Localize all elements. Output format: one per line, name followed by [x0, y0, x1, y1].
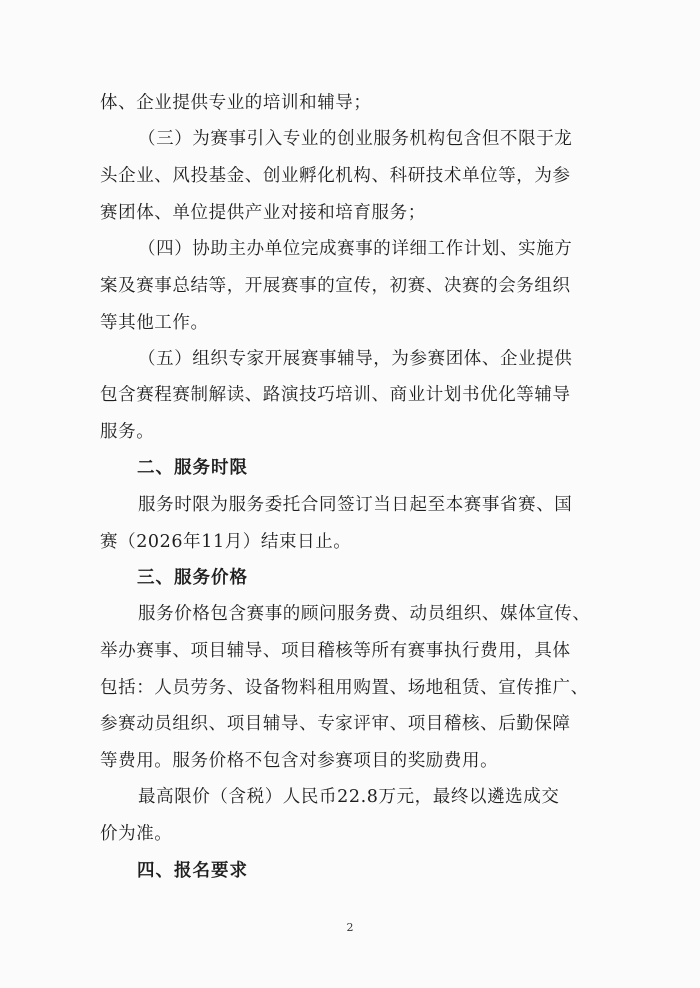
text-line: 服务时限为服务委托合同签订当日起至本赛事省赛、国 — [138, 495, 573, 515]
text-line: （四）协助主办单位完成赛事的详细工作计划、实施方 — [138, 239, 573, 259]
section-heading: 三、服务价格 — [137, 568, 248, 588]
text-line: 最高限价（含税）人民币22.8万元，最终以遴选成交 — [138, 787, 560, 807]
text-line: 等其他工作。 — [100, 313, 209, 333]
text-line: 体、企业提供专业的培训和辅导； — [100, 93, 372, 113]
text-line: 举办赛事、项目辅导、项目稽核等所有赛事执行费用，具体 — [100, 641, 571, 661]
text-line: 等费用。服务价格不包含对参赛项目的奖励费用。 — [100, 751, 499, 771]
text-line: （五）组织专家开展赛事辅导，为参赛团体、企业提供 — [138, 349, 573, 369]
section-heading: 四、报名要求 — [137, 861, 248, 881]
page-number: 2 — [346, 921, 354, 934]
text-line: 案及赛事总结等，开展赛事的宣传，初赛、决赛的会务组织 — [100, 276, 571, 296]
text-line: （三）为赛事引入专业的创业服务机构包含但不限于龙 — [138, 129, 573, 149]
text-line: 包括：人员劳务、设备物料租用购置、场地租赁、宣传推广、 — [100, 678, 589, 698]
text-line: 赛团体、单位提供产业对接和培育服务； — [100, 203, 426, 223]
text-line: 服务价格包含赛事的顾问服务费、动员组织、媒体宣传、 — [138, 604, 591, 624]
section-heading: 二、服务时限 — [137, 458, 248, 478]
text-line: 价为准。 — [100, 824, 173, 844]
text-line: 参赛动员组织、项目辅导、专家评审、项目稽核、后勤保障 — [100, 714, 571, 734]
text-line: 包含赛程赛制解读、路演技巧培训、商业计划书优化等辅导 — [100, 385, 571, 405]
text-line: 服务。 — [100, 422, 155, 442]
text-line: 赛（2026年11月）结束日止。 — [100, 532, 352, 552]
text-line: 头企业、风投基金、创业孵化机构、科研技术单位等，为参 — [100, 166, 571, 186]
